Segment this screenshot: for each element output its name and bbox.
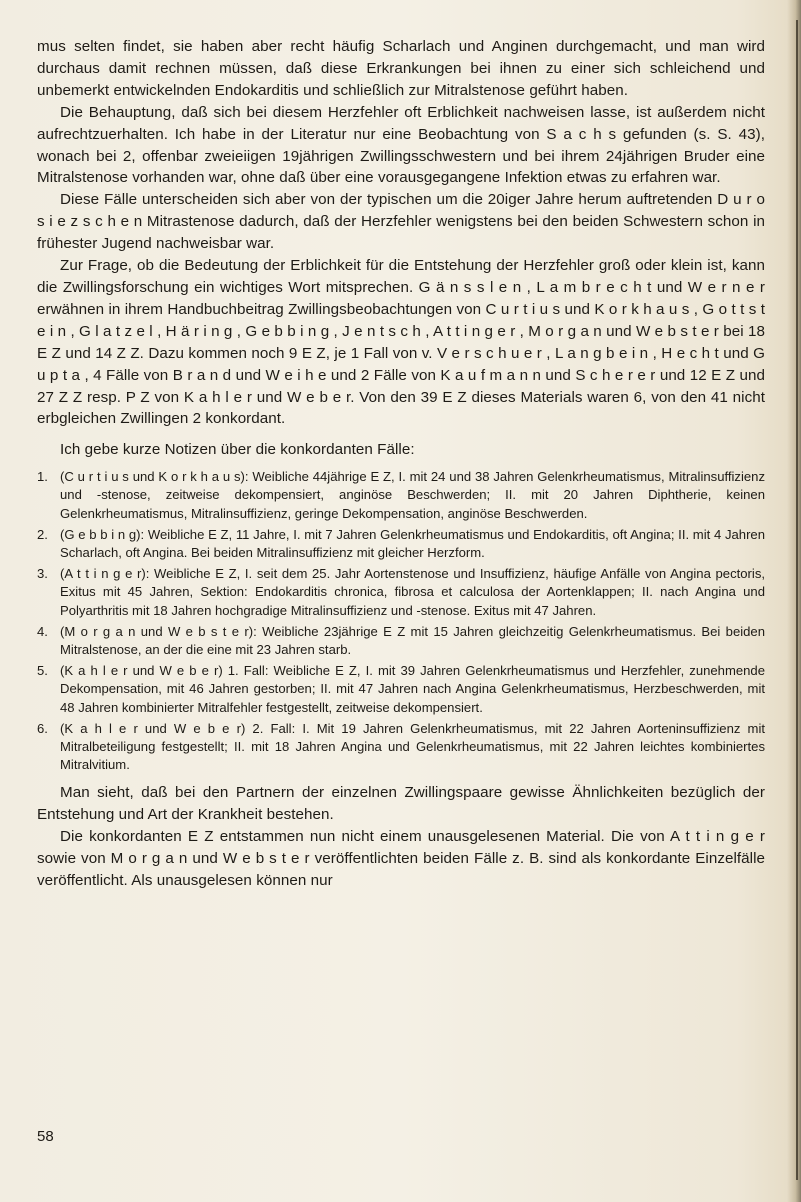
paragraph-duroziez-difference: Diese Fälle unterscheiden sich aber von der typischen um die 20iger Jahre herum auftretenden D u r o s i e z s c h e n Mitrastenose dadurch, daß der Herzfehler wenigstens bei den beiden Schwestern schon in frühester Jugend nachweisbar war.	[37, 191, 765, 253]
page-edge-shadow	[787, 0, 801, 1202]
case-item	[37, 468, 765, 523]
concordant-case-list	[37, 468, 765, 774]
case-item	[37, 526, 765, 562]
case-text: (K a h l e r und W e b e r) 2. Fall: I. Mit 19 Jahren Gelenkrheumatismus, mit 22 Jahren Aorteninsuffizienz mit Mitralbeteiligung festgestellt; II. mit 18 Jahren Angina und Gelenkrheumatismus, mit 22 Jahren leichtes kombiniertes Mitralvitium.	[60, 720, 765, 773]
paragraph-similarities: Man sieht, daß bei den Partnern der einzelnen Zwillingspaare gewisse Ähnlichkeiten bezüglich der Entstehung und Art der Krankheit bestehen.	[37, 784, 765, 824]
paragraph-material-selection: Die konkordanten E Z entstammen nun nicht einem unausgelesenen Material. Die von A t t i n g e r sowie von M o r g a n und W e b s t e r veröffentlichten beiden Fälle z. B. sind als konkordante Einzelfälle veröffentlicht. Als unausgelesen können nur	[37, 828, 765, 890]
case-number: 2.	[37, 526, 48, 542]
case-item	[37, 720, 765, 775]
paragraph-case-intro: Ich gebe kurze Notizen über die konkordanten Fälle:	[60, 441, 415, 459]
case-text: (M o r g a n und W e b s t e r): Weibliche 23jährige E Z mit 15 Jahren gleichzeitig Gelenkrheumatismus. Bei beiden Mitralstenose, an der die eine mit 23 Jahren starb.	[60, 623, 765, 658]
case-text: (A t t i n g e r): Weibliche E Z, I. seit dem 25. Jahr Aortenstenose und Insuffizienz, häufige Anfälle von Angina pectoris, Exitus mit 45 Jahren, Sektion: Endokarditis chronica, fibrosa et calculosa der Aortenklappen; II. nach Angina und Polyarthritis mit 18 Jahren hochgradige Mitralinsuffizienz und -stenose. Exitus mit 47 Jahren.	[60, 566, 765, 618]
case-number: 3.	[37, 566, 48, 582]
paragraph-twin-research: Zur Frage, ob die Bedeutung der Erblichkeit für die Entstehung der Herzfehler groß oder klein ist, kann die Zwillingsforschung ein wichtiges Wort mitsprechen. G ä n s s l e n , L a m b r e c h t und W e r n e r erwähnen in ihrem Handbuchbeitrag Zwillingsbeobachtungen von C u r t i u s und K o r k h a u s , G o t t s t e i n , G l a t z e l , H ä r i n g , G e b b i n g , J e n t s c h , A t t i n g e r , M o r g a n und W e b s t e r bei 18 E Z und 14 Z Z. Dazu kommen noch 9 E Z, je 1 Fall von v. V e r s c h u e r , L a n g b e i n , H e c h t und G u p t a , 4 Fälle von B r a n d und W e i h e und 2 Fälle von K a u f m a n n und S c h e r e r und 12 E Z und 27 Z Z resp. P Z von K a h l e r und W e b e r. Von den 39 E Z dieses Materials waren 6, von den 41 nicht erbgleichen Zwillingen 2 konkordant.	[37, 257, 765, 428]
page-body	[37, 36, 765, 892]
case-item	[37, 623, 765, 659]
case-number: 4.	[37, 623, 48, 639]
paragraph-continuation: mus selten findet, sie haben aber recht häufig Scharlach und Anginen durchgemacht, und man wird durchaus damit rechnen müssen, daß diese Erkrankungen bei ihnen zu einer sich schleichend und unbemerkt entwickelnden Endokarditis und schließlich zur Mitralstenose geführt haben.	[37, 38, 765, 99]
case-item	[37, 662, 765, 717]
case-item	[37, 565, 765, 620]
case-number: 1.	[37, 469, 48, 485]
case-text: (K a h l e r und W e b e r) 1. Fall: Weibliche E Z, I. mit 39 Jahren Gelenkrheumatismus und Herzfehler, zunehmende Dekompensation, mit 46 Jahren gestorben; II. mit 47 Jahren nach Angina Gelenkrheumatismus, Herzbeschwerden, mit 48 Jahren kombinierter Mitralfehler festgestellt, zeitweise dekompensiert.	[60, 663, 765, 715]
case-text: (C u r t i u s und K o r k h a u s): Weibliche 44jährige E Z, I. mit 24 und 38 Jahren Gelenkrheumatismus, Mitralinsuffizienz und -stenose, zeitweise dekompensiert, anginöse Beschwerden; II. mit 20 Jahren Diphtherie, keinen Gelenkrheumatismus, Mitralinsuffizienz, geringe Dekompensation, anginöse Beschwerden.	[60, 469, 765, 521]
paragraph-heredity-claim: Die Behauptung, daß sich bei diesem Herzfehler oft Erblichkeit nachweisen lasse, ist außerdem nicht aufrechtzuerhalten. Ich habe in der Literatur nur eine Beobachtung von S a c h s gefunden (s. S. 43), wonach bei 2, offenbar zweieiigen 19jährigen Zwillingsschwestern und bei ihrem 24jährigen Bruder eine Mitralstenose vorhanden war, ohne daß über eine vorausgegangene Infektion etwas zu erfahren war.	[37, 103, 765, 187]
page-number: 58	[37, 1128, 54, 1145]
page-edge-line	[796, 20, 798, 1180]
case-number: 5.	[37, 663, 48, 679]
case-number: 6.	[37, 720, 48, 736]
case-text: (G e b b i n g): Weibliche E Z, 11 Jahre, I. mit 7 Jahren Gelenkrheumatismus und Endokarditis, oft Angina; II. mit 4 Jahren Scharlach, oft Angina. Bei beiden Mitralinsuffizienz mit gleicher Herzform.	[60, 526, 765, 561]
